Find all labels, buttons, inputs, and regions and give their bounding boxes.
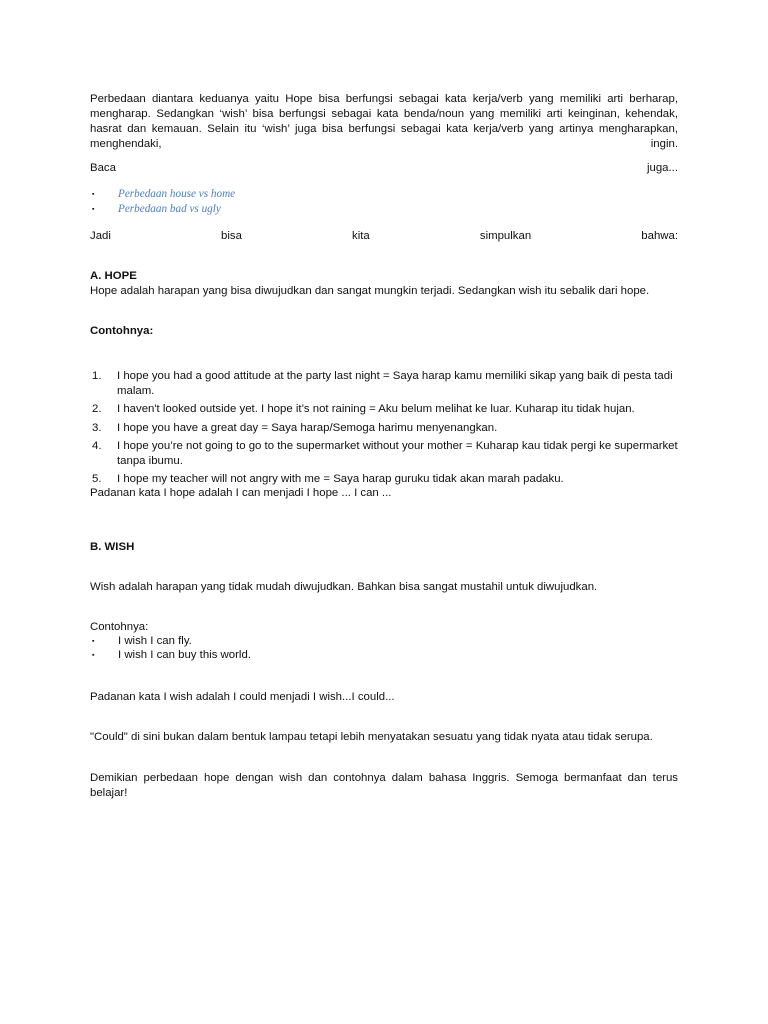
closing-paragraph: Demikian perbedaan hope dengan wish dan contohnya dalam bahasa Inggris. Semoga bermanfaat dan terus belajar! xyxy=(90,772,678,799)
list-item xyxy=(90,634,678,648)
list-item xyxy=(90,187,678,202)
read-also-left: Baca xyxy=(90,162,116,174)
related-links-list xyxy=(90,187,678,217)
hope-definition: Hope adalah harapan yang bisa diwujudkan dan sangat mungkin terjadi. Sedangkan wish itu sebalik dari hope. xyxy=(90,285,650,297)
example-text: I hope you have a great day = Saya harap/Semoga harimu menyenangkan. xyxy=(117,421,498,434)
bullet-square-icon: ▪ xyxy=(92,652,95,659)
hope-heading: A. HOPE xyxy=(90,270,137,282)
wish-definition: Wish adalah harapan yang tidak mudah diwujudkan. Bahkan bisa sangat mustahil untuk diwujudkan. xyxy=(90,581,598,593)
list-item xyxy=(90,472,678,487)
example-text: I hope my teacher will not angry with me = Saya harap guruku tidak akan marah padaku. xyxy=(117,473,564,485)
list-number: 1. xyxy=(92,370,102,382)
wish-heading: B. WISH xyxy=(90,541,135,553)
example-text: I wish I can fly. xyxy=(118,635,192,647)
list-item xyxy=(90,648,678,662)
wish-examples-heading: Contohnya: xyxy=(90,621,149,633)
hope-equivalent: Padanan kata I hope adalah I can menjadi I hope ... I can ... xyxy=(90,487,392,499)
example-text: I haven't looked outside yet. I hope it’s not raining = Aku belum melihat ke luar. Kuharap itu tidak hujan. xyxy=(117,403,635,415)
bullet-square-icon: ▪ xyxy=(92,191,95,198)
hope-examples-list xyxy=(90,369,678,487)
list-number: 5. xyxy=(92,473,102,485)
read-also-line xyxy=(90,161,678,176)
example-text: I hope you had a good attitude at the party last night = Saya harap kamu memiliki sikap yang baik di pesta tadi malam. xyxy=(117,370,673,397)
wish-examples-list xyxy=(90,634,678,662)
bullet-square-icon: ▪ xyxy=(92,206,95,213)
list-item xyxy=(90,369,678,398)
intro-paragraph: Perbedaan diantara keduanya yaitu Hope bisa berfungsi sebagai kata kerja/verb yang memiliki arti berharap, mengharap. Sedangkan ‘wish’ bisa berfungsi sebagai kata benda/noun yang memiliki arti keinginan, kehendak, hasrat dan kemauan. Selain itu ‘wish’ juga bisa berfungsi sebagai kata kerja/verb yang artinya mengharapkan, menghendaki, ingin. xyxy=(90,93,678,150)
example-text: I hope you’re not going to go to the supermarket without your mother = Kuharap kau tidak pergi ke supermarket tanpa ibumu. xyxy=(117,440,678,467)
list-item xyxy=(90,421,678,436)
list-item xyxy=(90,402,678,417)
list-number: 3. xyxy=(92,421,102,434)
link-house-vs-home[interactable]: Perbedaan house vs home xyxy=(118,188,236,200)
list-number: 4. xyxy=(92,440,102,452)
example-text: I wish I can buy this world. xyxy=(118,649,251,661)
hope-examples-heading: Contohnya: xyxy=(90,325,154,337)
wish-equivalent: Padanan kata I wish adalah I could menjadi I wish...I could... xyxy=(90,691,395,703)
list-item xyxy=(90,439,678,468)
read-also-right: juga... xyxy=(646,162,678,174)
conclusion-line: Jadi bisa kita simpulkan bahwa: xyxy=(90,230,678,242)
link-bad-vs-ugly[interactable]: Perbedaan bad vs ugly xyxy=(118,203,221,215)
list-item xyxy=(90,202,678,217)
list-number: 2. xyxy=(92,403,102,415)
could-note: "Could" di sini bukan dalam bentuk lampau tetapi lebih menyatakan sesuatu yang tidak nyata atau tidak serupa. xyxy=(90,731,653,743)
bullet-square-icon: ▪ xyxy=(92,638,95,645)
